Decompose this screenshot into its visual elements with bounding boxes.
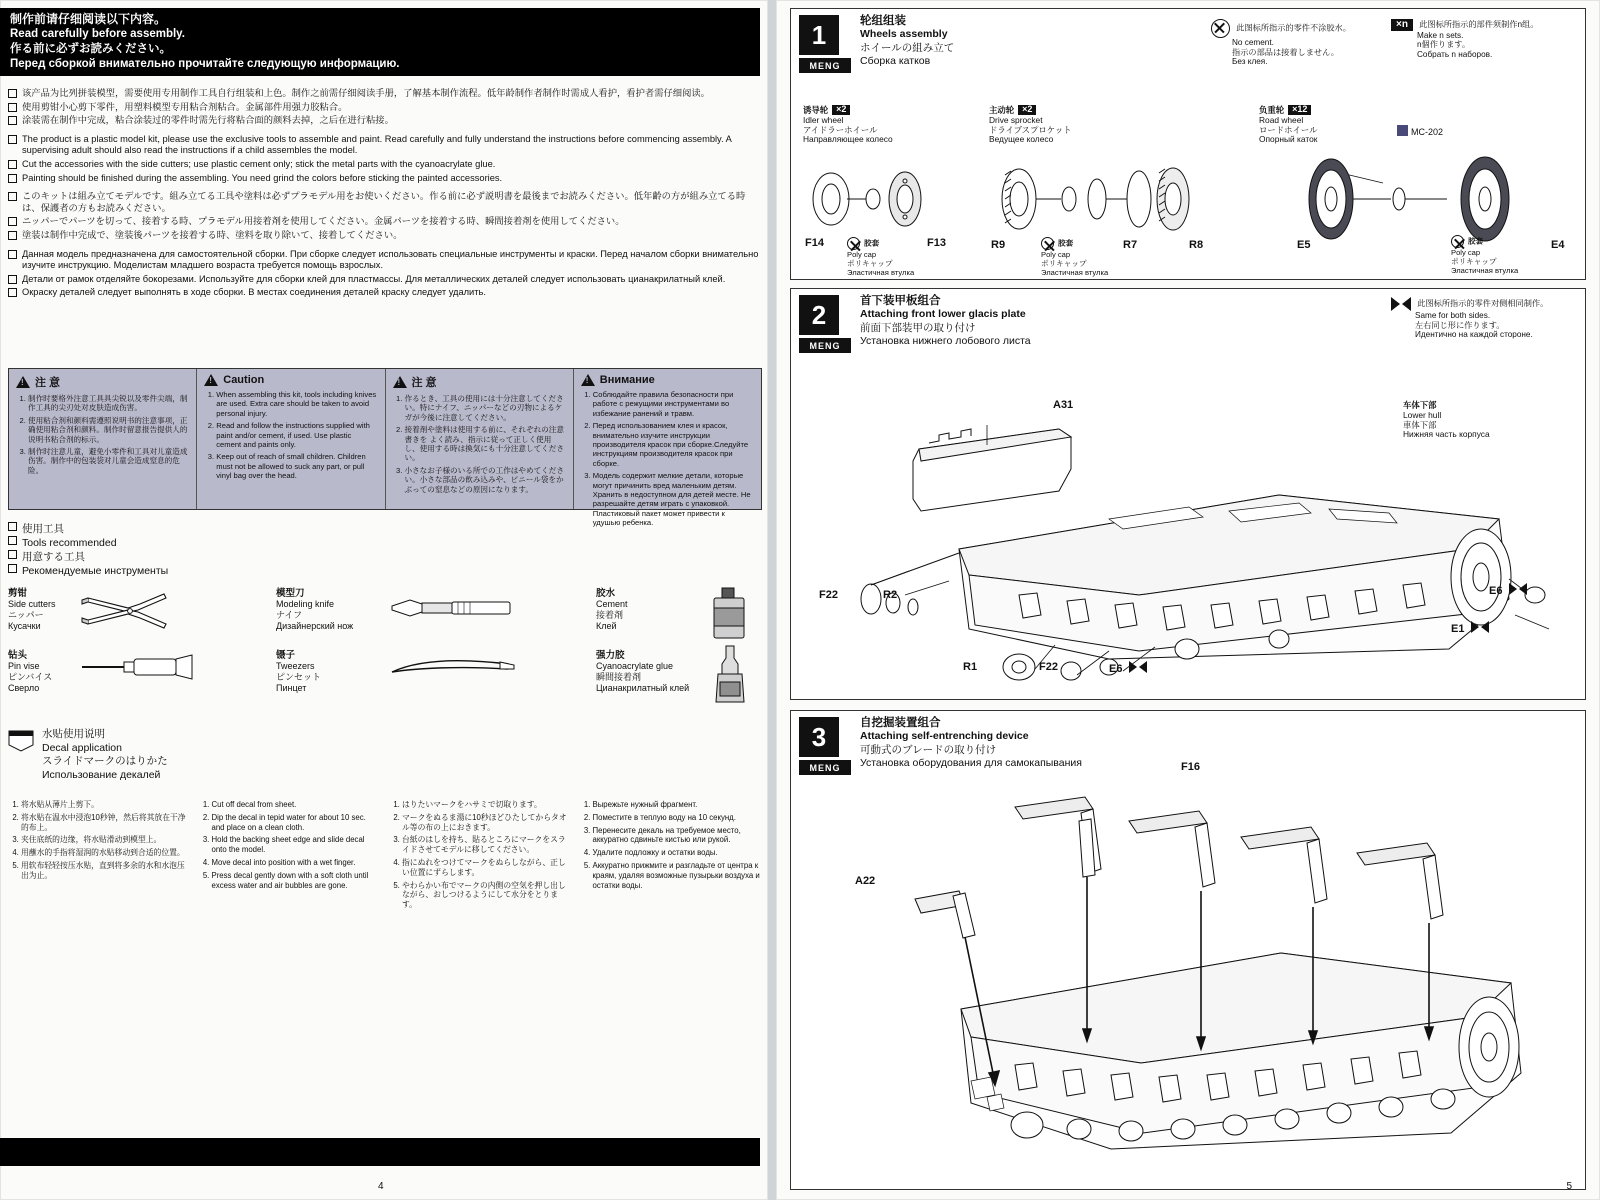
caution-column-cn: ! 注 意 1. 制作时要格外注意工具具尖锐以及零件尖端，制作工具的尖刃处对皮肤造成伤害。 2. 使用粘合剂和颜料需遵照说明书的注意事项，正确使用粘合剂和颜料。制作时留意报告提供人的说明书粘合剂的标示。 3. 制作时注意儿童，避免小零件和工具对儿童造成伤害。制作中的包装袋对儿童会造成窒息的危险。 xyxy=(9,369,196,509)
banner-line-en: Read carefully before assembly. xyxy=(10,28,185,40)
note-same-both-sides: 此图标所指示的零件对侧相同制作。 Same for both sides. 左右同じ形に作ります。 Идентично на каждой стороне. xyxy=(1391,297,1581,340)
part-label-R7: R7 xyxy=(1123,239,1138,251)
intro-item: ニッパーでパーツを切って、接着する時、プラモデル用接着剤を使用してください。金属パーツを接着する時、瞬間接着剤を使用してください。 xyxy=(8,216,760,228)
caution-item: 3. Модель содержит мелкие детали, которые могут причинить вред маленьким детям. Хранить в недоступном для детей месте. Не разрешайте детям играть с упаковкой. Пластиковый пакет может привести к удушью ребенка. xyxy=(593,471,754,527)
intro-group-jp xyxy=(8,191,760,241)
page-number-right: 5 xyxy=(1566,1181,1572,1192)
meng-logo: MENG xyxy=(799,760,851,775)
bullet-square-icon xyxy=(8,192,17,201)
caution-column-ru: ! Внимание 1. Соблюдайте правила безопасности при работе с режущими инструментами во избежание ранений и травм. 2. Перед использованием клея и красок, внимательно изучите инструкции производителя красок при сборке.Следуйте инструкциям производителя красок при сборке. 3. Модель содержит мелкие детали, которые могут причинить вред маленьким детям. Хранить в недоступном для детей месте. Не разрешайте детям играть с упаковкой. Пластиковый пакет может привести к удушью ребенка. xyxy=(573,369,761,509)
tool-side-cutters: 剪钳 Side cutters ニッパー Кусачки xyxy=(8,588,56,631)
note-no-cement: 此图标所指示的零件不涂胶水。 No cement. 指示の部品は接着しません。 Без клея. xyxy=(1211,19,1381,67)
part-label-F14: F14 xyxy=(805,237,824,249)
mirror-symmetry-icon xyxy=(1391,297,1411,311)
intro-group-cn xyxy=(8,88,760,127)
mirror-symmetry-icon xyxy=(1509,583,1527,595)
step-3 xyxy=(790,710,1586,1190)
bullet-square-icon xyxy=(8,522,17,531)
tool-tweezers: 镊子 Tweezers ピンセット Пинцет xyxy=(276,650,322,693)
polycap-caption-sprocket: 胶套 Poly cap ポリキャップ Эластичная втулка xyxy=(1041,238,1109,277)
part-label-F13: F13 xyxy=(927,237,946,249)
decal-step: 3. Hold the backing sheet edge and slide decal onto the model. xyxy=(212,835,380,855)
decal-heading xyxy=(8,728,760,782)
bullet-square-icon xyxy=(8,89,17,98)
intro-item: Painting should be finished during the assembling. You need grind the colors before sticking the painted accessories. xyxy=(8,173,760,185)
decal-step: 1. Вырежьте нужный фрагмент. xyxy=(593,800,761,810)
part-label-R1: R1 xyxy=(963,661,978,673)
part-label-R8: R8 xyxy=(1189,239,1204,251)
polycap-caption-idler: 胶套 Poly cap ポリキャップ Эластичная втулка xyxy=(847,238,915,277)
decal-instructions xyxy=(8,800,760,913)
caution-item: 2. Read and follow the instructions supplied with paint and/or cement, if used. Use plastic cement and paints only. xyxy=(216,421,377,449)
paint-swatch-icon xyxy=(1397,125,1408,136)
read-before-assembly-banner xyxy=(0,8,760,76)
decal-step: 3. 台紙のはしを持ち、貼るところにマークをスライドさせてモデルに移してください。 xyxy=(402,835,570,855)
pin-vise-icon xyxy=(80,652,200,682)
decal-step: 3. Перенесите декаль на требуемое место, аккуратно сдвиньте кистью или рукой. xyxy=(593,826,761,846)
intro-item: Окраску деталей следует выполнять в ходе сборки. В местах соединения деталей краску следует удалить. xyxy=(8,287,760,299)
meng-logo: MENG xyxy=(799,58,851,73)
part-label-F22-lower: F22 xyxy=(1039,661,1058,673)
intro-group-en xyxy=(8,134,760,184)
decal-step: 5. やわらかい布でマークの内側の空気を押し出しながら、おしつけるようにして水分をとります。 xyxy=(402,881,570,910)
caution-item: 1. Соблюдайте правила безопасности при работе с режущими инструментами во избежание ранений и травм. xyxy=(593,390,754,418)
caution-item: 3. Keep out of reach of small children. Children must not be allowed to suck any part, or pull vinyl bag over the head. xyxy=(216,452,377,480)
caution-item: 3. 小さなお子様のいる所での工作はやめてください。小さな部品の飲み込みや、ビニール袋をかぶっての窒息などの原因になります。 xyxy=(405,466,566,494)
step-3-titles: 自挖掘装置组合 Attaching self-entrenching device 可動式のブレードの取り付け Установка оборудования для самокапывания xyxy=(860,717,1082,770)
decal-step: 4. 指にぬれをつけてマークをぬらしながら、正しい位置にずらします。 xyxy=(402,858,570,878)
road-wheel-caption: 负重轮 ×12 Road wheel ロードホイール Опорный каток xyxy=(1259,104,1318,145)
tools-title-jp: 用意する工具 xyxy=(8,550,760,564)
polycap-caption-roadwheel: 胶套 Poly cap ポリキャップ Эластичная втулка xyxy=(1451,236,1519,275)
idler-count-badge: ×2 xyxy=(832,105,850,115)
caution-item: 2. Перед использованием клея и красок, внимательно изучите инструкции производителя красок при сборке.Следуйте инструкциям производителя красок при сборке. xyxy=(593,421,754,468)
intro-item: 涂装需在制作中完成，粘合涂装过的零件时需先行将粘合面的颜料去掉，之后在进行粘接。 xyxy=(8,115,760,127)
bullet-square-icon xyxy=(8,103,17,112)
decal-step: 2. マークをぬるま湯に10秒ほどひたしてからタオル等の布の上におきます。 xyxy=(402,813,570,833)
tools-title-cn: 使用工具 xyxy=(8,522,760,536)
step-2-header xyxy=(791,289,1039,359)
bullet-square-icon xyxy=(8,160,17,169)
decal-title-cn: 水贴使用说明 xyxy=(42,728,105,740)
warning-triangle-icon xyxy=(393,376,407,388)
lower-hull-caption: 车体下部 Lower hull 車体下部 Нижняя часть корпуса xyxy=(1403,400,1490,440)
part-label-R9: R9 xyxy=(991,239,1006,251)
bullet-square-icon xyxy=(8,288,17,297)
decal-step: 3. 夹住底纸的边缘，将水贴滑动到模型上。 xyxy=(21,835,189,845)
decal-step: 1. 将水贴从薄片上剪下。 xyxy=(21,800,189,810)
make-n-sets-icon: ×n xyxy=(1391,19,1413,31)
bullet-square-icon xyxy=(8,550,17,559)
idler-wheel-drawing xyxy=(801,157,991,237)
banner-line-jp: 作る前に必ずお読みください。 xyxy=(10,43,171,55)
banner-line-cn: 制作前请仔细阅读以下内容。 xyxy=(10,12,167,26)
decal-title-ru: Использование декалей xyxy=(42,768,161,781)
mirror-symmetry-icon xyxy=(1129,661,1147,673)
caution-item: 2. 接着剤や塗料は使用する前に、それぞれの注意書きを よく読み、指示に従って正しく使用し、使用する時は換気にも十分注意してください。 xyxy=(405,425,566,463)
decal-column-cn xyxy=(8,800,189,913)
intro-item: Данная модель предназначена для самостоятельной сборки. При сборке следует использовать специальные инструменты и краски. Перед началом сборки внимательно изучите инструкцию. Моделистам младшего возраста требуется помощь взрослых. xyxy=(8,249,760,272)
bullet-square-icon xyxy=(8,564,17,573)
decal-title-en: Decal application xyxy=(42,741,122,754)
caution-item: 3. 制作时注意儿童，避免小零件和工具对儿童造成伤害。制作中的包装袋对儿童会造成窒息的危险。 xyxy=(28,447,189,475)
mirror-symmetry-icon xyxy=(1471,621,1489,633)
decal-step: 5. 用软布轻轻按压水贴，直到将多余的水和水泡压出为止。 xyxy=(21,861,189,881)
part-label-R2: R2 xyxy=(883,589,898,601)
bullet-square-icon xyxy=(8,231,17,240)
intro-item: Детали от рамок отделяйте бокорезами. Используйте для сборки клей для пластмассы. Для металлических деталей следует использовать цианакрилатный клей. xyxy=(8,274,760,286)
decal-step: 5. Press decal gently down with a soft cloth until excess water and air bubbles are gone. xyxy=(212,871,380,891)
warning-triangle-icon xyxy=(16,376,30,388)
self-entrenching-device-drawing xyxy=(811,781,1581,1181)
right-page xyxy=(776,0,1600,1200)
part-label-E6-lower: E6 xyxy=(1109,661,1147,675)
warning-triangle-icon xyxy=(581,374,595,386)
bullet-square-icon xyxy=(8,116,17,125)
note-make-n-sets: ×n 此图标所指示的部件须制作n组。 Make n sets. n個作ります。 Собрать n наборов. xyxy=(1391,19,1571,59)
intro-text xyxy=(8,88,760,306)
step-1-titles: 轮组组装 Wheels assembly ホイールの組み立て Сборка катков xyxy=(860,15,955,68)
decal-step: 2. Поместите в теплую воду на 10 секунд. xyxy=(593,813,761,823)
bullet-square-icon xyxy=(8,135,17,144)
drive-sprocket-caption: 主动轮 ×2 Drive sprocket ドライブスプロケット Ведущее колесо xyxy=(989,104,1072,145)
road-wheel-drawing xyxy=(1271,149,1561,245)
tweezers-icon xyxy=(388,656,518,682)
decal-column-en xyxy=(199,800,380,913)
cement-bottle-icon xyxy=(708,586,752,642)
part-label-E1: E1 xyxy=(1451,621,1489,635)
no-cement-icon xyxy=(847,237,860,250)
bullet-square-icon xyxy=(8,536,17,545)
decal-title-jp: スライドマークのはりかた xyxy=(42,755,168,767)
caution-item: 1. 作るとき、工具の使用には十分注意してください。特にナイフ、ニッパーなどの刃物によるケガが今後に注意してください。 xyxy=(405,394,566,422)
caution-item: 2. 使用粘合剂和颜料需遵照说明书的注意事项，正确使用粘合剂和颜料。制作时留意报告提供人的说明书粘合剂的标示。 xyxy=(28,416,189,444)
lower-hull-assembly-drawing xyxy=(809,399,1579,689)
step-1-number: 1 xyxy=(799,15,839,55)
tools-heading xyxy=(8,522,760,578)
idler-wheel-caption: 诱导轮 ×2 Idler wheel アイドラーホイール Направляющее колесо xyxy=(803,104,893,145)
intro-item: 使用剪钳小心剪下零件，用塑料模型专用粘合剂粘合。金属部件用强力胶粘合。 xyxy=(8,102,760,114)
part-label-E4: E4 xyxy=(1551,239,1565,251)
intro-group-ru xyxy=(8,249,760,299)
sprocket-count-badge: ×2 xyxy=(1018,105,1036,115)
tool-modeling-knife: 模型刀 Modeling knife ナイフ Дизайнерский нож xyxy=(276,588,354,631)
bullet-square-icon xyxy=(8,275,17,284)
step-2-number: 2 xyxy=(799,295,839,335)
bullet-square-icon xyxy=(8,250,17,259)
page-number-left: 4 xyxy=(378,1181,384,1192)
step-2-titles: 首下装甲板组合 Attaching front lower glacis plate 前面下部装甲の取り付け Установка нижнего лобового листа xyxy=(860,295,1031,348)
decal-step: 4. Move decal into position with a wet finger. xyxy=(212,858,380,868)
intro-item: Cut the accessories with the side cutters; use plastic cement only; stick the metal parts with the cyanoacrylate glue. xyxy=(8,159,760,171)
intro-item: 该产品为比列拼装模型，需要使用专用制作工具自行组装和上色。制作之前需仔细阅读手册，了解基本制作流程。低年龄制作者制作时需成人看护，看护者需仔细阅读。 xyxy=(8,88,760,100)
left-page xyxy=(0,0,768,1200)
roadwheel-count-badge: ×12 xyxy=(1288,105,1311,115)
side-cutters-icon xyxy=(80,588,170,634)
caution-column-jp: ! 注 意 1. 作るとき、工具の使用には十分注意してください。特にナイフ、ニッパーなどの刃物によるケガが今後に注意してください。 2. 接着剤や塗料は使用する前に、それぞれの注意書きを よく読み、指示に従って正しく使用し、使用する時は換気にも十分注意してください。 3. 小さなお子様のいる所での工作はやめてください。小さな部品の飲み込みや、ビニール袋をかぶっての窒息などの原因になります。 xyxy=(385,369,573,509)
warning-triangle-icon xyxy=(204,374,218,386)
step-1 xyxy=(790,8,1586,280)
part-label-F22-left: F22 xyxy=(819,589,838,601)
decal-step: 1. はりたいマークをハサミで切取ります。 xyxy=(402,800,570,810)
bottom-black-bar xyxy=(0,1138,760,1166)
tool-cement: 胶水 Cement 接着剤 Клей xyxy=(596,588,628,631)
step-3-header xyxy=(791,711,1090,781)
decal-step: 4. Удалите подложку и остатки воды. xyxy=(593,848,761,858)
decal-step: 4. 用蘸水的手指将湿润的水贴移动到合适的位置。 xyxy=(21,848,189,858)
caution-column-en: ! Caution 1. When assembling this kit, tools including knives are used. Extra care should be taken to avoid personal injury. 2. Read and follow the instructions supplied with paint and/or cement, if used. Use plastic cement and paints only. 3. Keep out of reach of small children. Children must not be allowed to suck any part, or pull vinyl bag over the head. xyxy=(196,369,384,509)
color-callout-mc202: MC-202 xyxy=(1397,125,1443,137)
part-label-E5: E5 xyxy=(1297,239,1311,251)
meng-logo: MENG xyxy=(799,338,851,353)
decal-step: 5. Аккуратно прижмите и разгладьте от центра к краям, удаляя возможные пузырьки воздуха и остатки воды. xyxy=(593,861,761,890)
glue-bottle-icon xyxy=(708,644,752,706)
step-2 xyxy=(790,288,1586,700)
part-label-A22: A22 xyxy=(855,875,876,887)
bullet-square-icon xyxy=(8,217,17,226)
part-label-E6-right: E6 xyxy=(1489,583,1527,597)
decal-step: 2. 将水贴在温水中浸泡10秒钟，然后将其放在干净的布上。 xyxy=(21,813,189,833)
bullet-square-icon xyxy=(8,174,17,183)
caution-box xyxy=(8,368,762,528)
part-label-F16: F16 xyxy=(1181,761,1200,773)
intro-item: このキットは組み立てモデルです。組み立てる工具や塗料は必ずプラモデル用をお使いください。作る前に必ず説明書を最後までお読みください。低年齢の方が組み立てる時は、保護者の方もお読みください。 xyxy=(8,191,760,214)
step-3-number: 3 xyxy=(799,717,839,757)
caution-item: 1. When assembling this kit, tools including knives are used. Extra care should be taken to avoid personal injury. xyxy=(216,390,377,418)
tool-pin-vise: 钻头 Pin vise ピンバイス Сверло xyxy=(8,650,53,693)
tool-cyanoacrylate-glue: 强力胶 Cyanoacrylate glue 瞬間接着剤 Цианакрилатный клей xyxy=(596,650,690,693)
intro-item: 塗装は制作中完成で、塗装後パーツを接着する時、塗料を取り除いて、接着してください。 xyxy=(8,230,760,242)
part-label-A31: A31 xyxy=(1053,399,1074,411)
tools-title-en: Tools recommended xyxy=(8,536,760,550)
banner-line-ru: Перед сборкой внимательно прочитайте следующую информацию. xyxy=(10,58,400,70)
decal-step: 1. Cut off decal from sheet. xyxy=(212,800,380,810)
tools-title-ru: Рекомендуемые инструменты xyxy=(8,564,760,578)
step-1-header xyxy=(791,9,962,79)
tool-grid xyxy=(8,586,760,716)
decal-column-ru xyxy=(580,800,761,913)
no-cement-icon xyxy=(1041,237,1054,250)
decal-column-jp xyxy=(389,800,570,913)
intro-item: The product is a plastic model kit, please use the exclusive tools to assemble and paint. Read carefully and fully understand the instructions before commencing assembly. A supervising adult should also read the instructions if a child assembles the model. xyxy=(8,134,760,157)
drive-sprocket-drawing xyxy=(987,157,1237,239)
no-cement-icon xyxy=(1451,235,1464,248)
no-cement-icon xyxy=(1211,19,1230,38)
modeling-knife-icon xyxy=(388,594,518,622)
caution-item: 1. 制作时要格外注意工具具尖锐以及零件尖端，制作工具的尖刃处对皮肤造成伤害。 xyxy=(28,394,189,413)
decal-step: 2. Dip the decal in tepid water for about 10 sec. and place on a clean cloth. xyxy=(212,813,380,833)
